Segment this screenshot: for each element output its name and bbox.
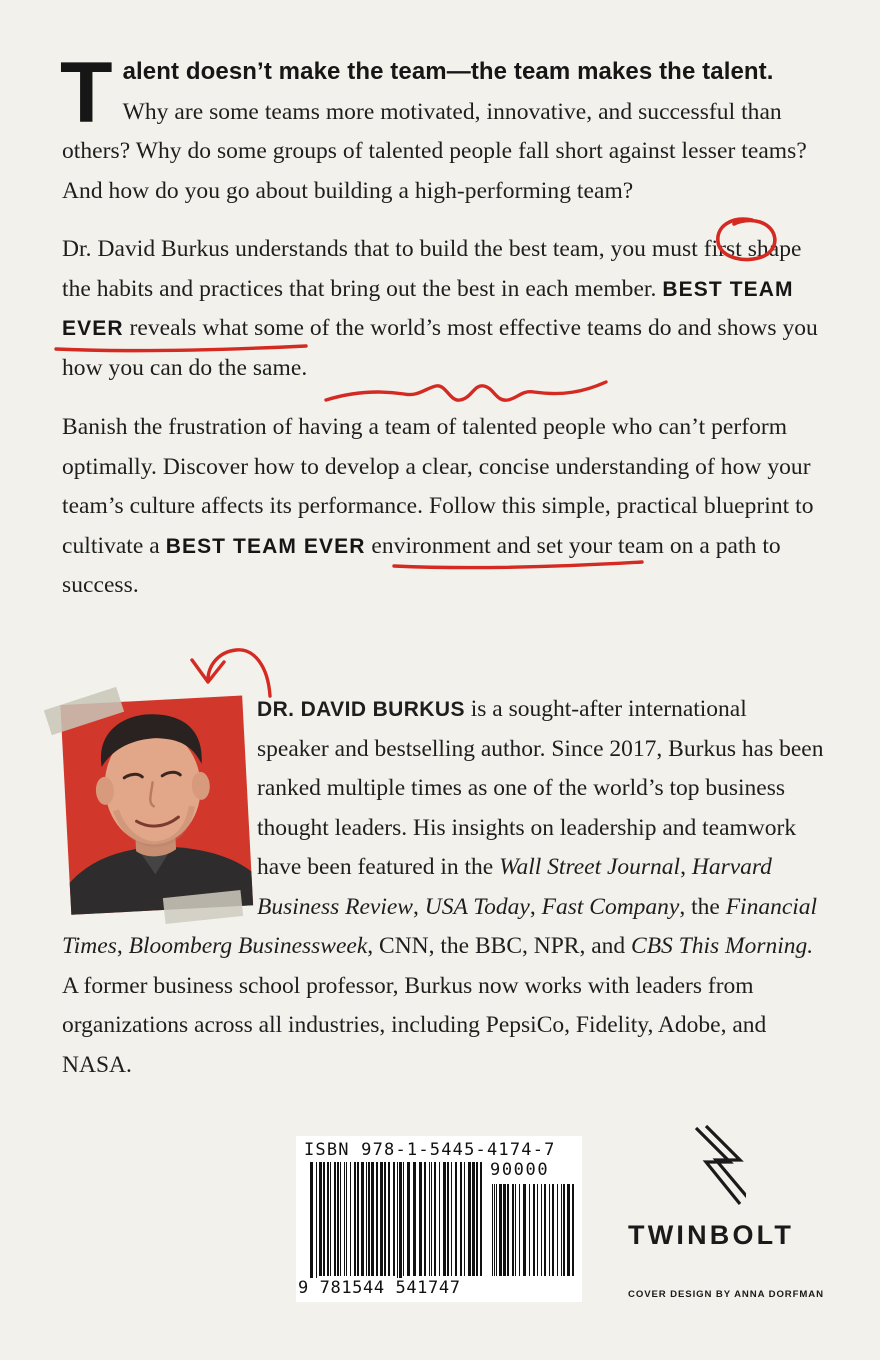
intro-paragraph [60, 45, 824, 211]
barcode-bar [572, 1184, 574, 1276]
barcode-bar [384, 1162, 386, 1276]
barcode-bar [340, 1162, 341, 1276]
barcode-addon-bars [492, 1184, 576, 1290]
barcode-bar [455, 1162, 457, 1276]
barcode-bar [434, 1162, 436, 1276]
barcode-bar [492, 1184, 493, 1276]
twinbolt-logo-icon [690, 1124, 746, 1208]
barcode-bar [330, 1162, 331, 1276]
book-title-mention: BEST TEAM EVER [62, 277, 794, 340]
cover-credit: COVER DESIGN BY ANNA DORFMAN [628, 1289, 824, 1300]
lead-sentence: alent doesn’t make the team—the team makes the talent. [122, 58, 774, 85]
para2-text-1: Dr. David Burkus understands that to build the best team, you [62, 236, 652, 262]
barcode-bar [344, 1162, 345, 1276]
publication-ft: Financial Times [62, 893, 818, 959]
barcode-bar [512, 1184, 514, 1276]
barcode-bar [316, 1162, 317, 1290]
barcode-bar [443, 1162, 446, 1276]
isbn-label: ISBN 978-1-5445-4174-7 [304, 1140, 556, 1160]
barcode-bar [357, 1162, 359, 1276]
description-paragraph [62, 230, 824, 388]
author-name: DR. DAVID BURKUS [257, 698, 465, 721]
barcode-bar [563, 1184, 565, 1276]
barcode-bar [429, 1162, 430, 1276]
isbn-barcode [296, 1136, 582, 1302]
bio-sep-2: , [412, 893, 425, 920]
barcode-bar [407, 1162, 410, 1276]
barcode-bar [354, 1162, 356, 1276]
intro-body: Why are some teams more motivated, innovative, and successful than others? Why do some groups of talented people fall short against lesser teams? And how do you go about building a high-performing team? [62, 98, 807, 204]
barcode-bar [413, 1162, 416, 1276]
barcode-bar [368, 1162, 370, 1276]
bio-sep-6: , CNN, the BBC, NPR, and [367, 933, 632, 959]
barcode-bar [557, 1184, 558, 1276]
barcode-bar [480, 1162, 482, 1276]
barcode-bar [361, 1162, 364, 1276]
publisher-name: TWINBOLT [628, 1220, 795, 1250]
barcode-bar [523, 1184, 526, 1276]
barcode-bar [403, 1162, 404, 1276]
barcode-bar [567, 1184, 570, 1276]
publication-bloomberg: Bloomberg Businessweek [128, 933, 368, 959]
barcode-bar [399, 1162, 402, 1290]
barcode-bar [533, 1184, 535, 1276]
publication-fast-company: Fast Company [541, 893, 680, 920]
barcode-bar [499, 1184, 502, 1276]
barcode-bar [393, 1162, 395, 1276]
barcode-bar [447, 1162, 449, 1276]
barcode-bar [310, 1162, 313, 1290]
drop-cap: T [60, 45, 113, 141]
barcode-bar [476, 1162, 478, 1276]
barcode-bar [464, 1162, 465, 1276]
barcode-bar [472, 1162, 475, 1276]
para2-text-3: reveals what some of the world’s most effective teams do and shows you how you can do the same. [62, 315, 818, 381]
barcode-bar [494, 1184, 495, 1276]
bio-text-end: A former business school professor, Burkus now works with leaders from organizations across all industries, including PepsiCo, Fidelity, Adobe, and NASA. [62, 972, 767, 1078]
para3-text-2: environment and set your team on a path to success. [62, 532, 781, 598]
para3-text-1: Banish the frustration of having a team of talented people who can’t perform optimally. Discover how to develop a clear, concise understanding of how your team’s culture affects its performance. Follow this simple, practical blueprint to cultivate a [62, 414, 814, 559]
barcode-bar [544, 1184, 546, 1276]
price-code: 90000 [490, 1160, 550, 1180]
barcode-bar [380, 1162, 383, 1276]
bio-sep-4: , the [679, 893, 726, 920]
barcode-bar [366, 1162, 367, 1276]
barcode-bar [537, 1184, 538, 1276]
barcode-bar [431, 1162, 432, 1276]
barcode-bar [337, 1162, 339, 1276]
bio-text-1: is a sought-after international speaker and bestselling author. Since 2017, Burkus has been ranked multiple times as one of the world’s top business thought leaders. His insights on leadership and teamwork have been featured in the [257, 696, 824, 880]
photo-spacer [62, 690, 257, 925]
barcode-bar [519, 1184, 520, 1276]
isbn-digits: 9 781544 541747 [298, 1278, 461, 1298]
publication-usa-today: USA Today [424, 893, 530, 920]
book-title-mention-2: BEST TEAM EVER [165, 534, 366, 558]
barcode-bar [334, 1162, 336, 1276]
barcode-bar [323, 1162, 325, 1276]
barcode-bar [419, 1162, 422, 1276]
barcode-bar [371, 1162, 374, 1276]
barcode-bar [319, 1162, 322, 1276]
barcode-bar [515, 1184, 516, 1276]
barcode-bar [460, 1162, 462, 1276]
bio-sep-5: , [116, 933, 129, 959]
barcode-bar [496, 1184, 497, 1276]
barcode-bar [388, 1162, 390, 1276]
author-bio [62, 690, 824, 1085]
barcode-bar [451, 1162, 452, 1276]
barcode-bar [507, 1184, 509, 1276]
barcode-bar [468, 1162, 471, 1276]
circled-word: must [651, 236, 698, 262]
publication-cbs: CBS This Morning. [631, 933, 814, 959]
barcode-bar [541, 1184, 542, 1276]
barcode-bars [310, 1162, 486, 1290]
barcode-bar [350, 1162, 351, 1276]
bio-sep-1: , [680, 854, 692, 880]
barcode-bar [376, 1162, 378, 1276]
para2-text-2: first shape the habits and practices that bring out the best in each member. [62, 236, 802, 302]
barcode-bar [397, 1162, 398, 1290]
barcode-bar [529, 1184, 530, 1276]
barcode-bar [439, 1162, 440, 1276]
benefits-paragraph [62, 408, 824, 606]
barcode-bar [327, 1162, 329, 1276]
barcode-bar [549, 1184, 550, 1276]
publication-hbr: Harvard Business Review [257, 854, 772, 920]
barcode-bar [346, 1162, 347, 1276]
barcode-bar [561, 1184, 562, 1276]
barcode-bar [552, 1184, 554, 1276]
barcode-bar [424, 1162, 426, 1276]
bio-sep-3: , [529, 893, 542, 920]
barcode-bar [503, 1184, 506, 1276]
publication-wsj: Wall Street Journal [499, 854, 681, 880]
